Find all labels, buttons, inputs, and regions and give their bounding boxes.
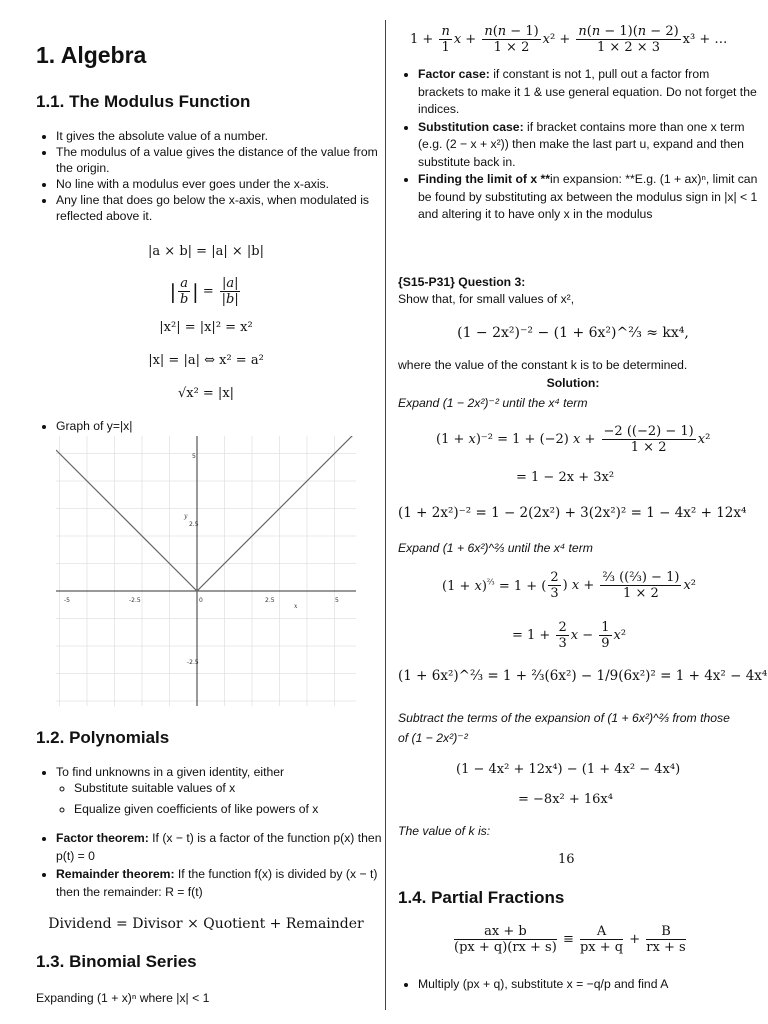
remainder-theorem-text: If the function f(x) is divided by (x − t) then the remainder: R = f(t) — [56, 867, 378, 899]
list-item: ◦ Equalize given coefficients of like powers of x — [74, 801, 394, 817]
x-tick-label: -2.5 — [129, 597, 141, 604]
binomial-series-equation: 1 + $\frac{n}{1}$ x + $\frac{n(n - 1)}{1 \times 2}$ x² + $\frac{n(n - 1)(n - 2)}{1 \times 2 \times 3}$ x³ + … — [410, 24, 728, 55]
theorem-bullets — [36, 829, 394, 901]
solution-label: Solution: — [546, 376, 600, 390]
pf-denominator: (px + q)(rx + s) — [454, 940, 557, 955]
factor-case-label: Factor case: — [418, 67, 490, 81]
list-item: • The modulus of a value gives the distance of the value from the origin. — [56, 144, 394, 176]
x-axis-label: x — [294, 603, 298, 610]
series-end: x³ + … — [682, 32, 728, 47]
question-heading: {S15-P31} Question 3: — [398, 275, 526, 289]
question-where: where the value of the constant k is to be determined. — [398, 358, 688, 372]
x-tick-label: -5 — [64, 597, 70, 604]
modulus-eq-iff: |x| = |a| ⇔ x² = a² — [148, 353, 264, 368]
list-item: • No line with a modulus ever goes under the x-axis. — [56, 176, 394, 192]
remainder-theorem-label: Remainder theorem: — [56, 867, 175, 881]
partial-fractions-equation: $\frac{ax + b}{(px + q)(rx + s)}$ ≡ $\frac{A}{px + q}$ + $\frac{B}{rx + s}$ — [454, 924, 686, 955]
section-partial-fractions-heading: 1.4. Partial Fractions — [398, 888, 565, 907]
y-tick-label: -2.5 — [187, 659, 199, 666]
pf-b-denominator: rx + s — [646, 940, 686, 955]
list-item — [418, 66, 758, 119]
pf-a-denominator: px + q — [579, 940, 624, 955]
x-tick-label: 5 — [335, 597, 339, 604]
factor-case-text: if constant is not 1, pull out a factor from brackets to make it 1 & use general equation. Do not forget the indices. — [418, 67, 757, 116]
section-modulus-heading: 1.1. The Modulus Function — [36, 92, 251, 111]
expansion-general-1: (1 + x)⁻² = 1 + (−2) x + $\frac{-2 ((-2) - 1)}{1 \times 2}$ x² — [436, 424, 711, 455]
y-axis-label: y — [184, 513, 188, 520]
list-item — [418, 171, 758, 224]
factor-theorem-label: Factor theorem: — [56, 831, 149, 845]
list-item — [56, 865, 394, 901]
chapter-heading: 1. Algebra — [36, 42, 147, 68]
list-item: • Multiply (px + q), substitute x = −q/p and find A — [418, 976, 758, 992]
graph-line-abs-x — [56, 436, 356, 591]
pf-numerator: ax + b — [454, 924, 557, 940]
limit-label: Finding the limit of x ** — [418, 172, 551, 186]
limit-text: in expansion: **E.g. (1 + ax)ⁿ, limit can be found by substituting ax between the modulus sign in |x| < 1 and altering it to have only x in the modulus — [418, 172, 758, 221]
section-polynomials-heading: 1.2. Polynomials — [36, 728, 170, 747]
modulus-eq-product: |a × b| = |a| × |b| — [148, 244, 264, 259]
list-item — [418, 119, 758, 172]
question-prompt: Show that, for small values of x², — [398, 292, 575, 306]
division-equation: Dividend = Divisor × Quotient + Remainder — [48, 916, 364, 932]
sub-bullets — [56, 780, 394, 817]
modulus-eq-square: |x²| = |x|² = x² — [159, 320, 253, 335]
y-tick-label: 5 — [192, 453, 196, 460]
graph-bullet — [36, 418, 394, 434]
expand-step-2: Expand (1 + 6x²)^⅔ until the x⁴ term — [398, 541, 593, 555]
list-item — [56, 829, 394, 865]
partial-fractions-bullets — [398, 976, 758, 992]
x-tick-label: 2.5 — [265, 597, 275, 604]
polynomials-bullets — [36, 764, 394, 817]
y-tick-label: 2.5 — [189, 521, 199, 528]
expansion-result-1: (1 + 2x²)⁻² = 1 − 2(2x²) + 3(2x²)² = 1 − 4x² + 12x⁴ — [398, 505, 747, 521]
value-of-k: 16 — [558, 852, 575, 867]
list-item: ◦ Substitute suitable values of x — [74, 780, 394, 796]
modulus-eq-sqrt: √x² = |x| — [177, 386, 235, 401]
expansion-simplified-1: = 1 − 2x + 3x² — [516, 470, 615, 485]
value-label: The value of k is: — [398, 824, 491, 838]
pf-b-numerator: B — [646, 924, 685, 940]
x-tick-label: 0 — [199, 597, 203, 604]
factor-theorem-text: If (x − t) is a factor of the function p(x) then p(t) = 0 — [56, 831, 382, 863]
substitution-case-text: if bracket contains more than one x term (e.g. (2 − x + x²)) then make the last part u, expand and then substitute back in. — [418, 119, 745, 169]
modulus-eq-quotient: | $\frac{a}{b}$ | = $\frac{|a|}{|b|}$ — [169, 276, 239, 307]
expansion-simplified-2: = 1 + $\frac{2}{3}$ x − $\frac{1}{9}$ x² — [512, 620, 627, 651]
series-start: 1 + — [410, 32, 438, 47]
binomial-expanding-text: Expanding (1 + x)ⁿ where |x| < 1 — [36, 991, 210, 1005]
list-item: • Graph of y=|x| — [56, 418, 394, 434]
subtraction-equation: (1 − 4x² + 12x⁴) − (1 + 4x² − 4x⁴) — [456, 762, 681, 777]
right-column — [398, 0, 768, 1024]
substitution-case-label: Substitution case: — [418, 119, 524, 134]
pf-a-numerator: A — [580, 924, 623, 940]
subtract-step: Subtract the terms of the expansion of (1 + 6x²)^⅔ from those of (1 − 2x²)⁻² — [398, 711, 730, 745]
question-equation: (1 − 2x²)⁻² − (1 + 6x²)^⅔ ≈ kx⁴, — [457, 325, 689, 341]
modulus-bullets — [36, 128, 394, 224]
list-item — [56, 764, 394, 817]
section-binomial-heading: 1.3. Binomial Series — [36, 952, 197, 971]
modulus-graph — [56, 436, 356, 706]
subtraction-result: = −8x² + 16x⁴ — [518, 792, 613, 807]
expansion-result-2: (1 + 6x²)^⅔ = 1 + ⅔(6x²) − 1/9(6x²)² = 1 + 4x² − 4x⁴ — [398, 668, 768, 684]
expansion-general-2: $(1 + x)^{\frac{2}{3}} = 1$ + ( $\frac{2}{3}$ ) x + $\frac{\text{⅔ ((⅔) − 1)}}{1 \times 2}$ x² — [442, 570, 696, 601]
binomial-bullets — [398, 66, 758, 224]
list-item: • Any line that does go below the x-axis, when modulated is reflected above it. — [56, 192, 394, 224]
intro-text: To find unknowns in a given identity, either — [56, 765, 285, 779]
expand-step-1: Expand (1 − 2x²)⁻² until the x⁴ term — [398, 396, 588, 410]
list-item: • It gives the absolute value of a number. — [56, 128, 394, 144]
